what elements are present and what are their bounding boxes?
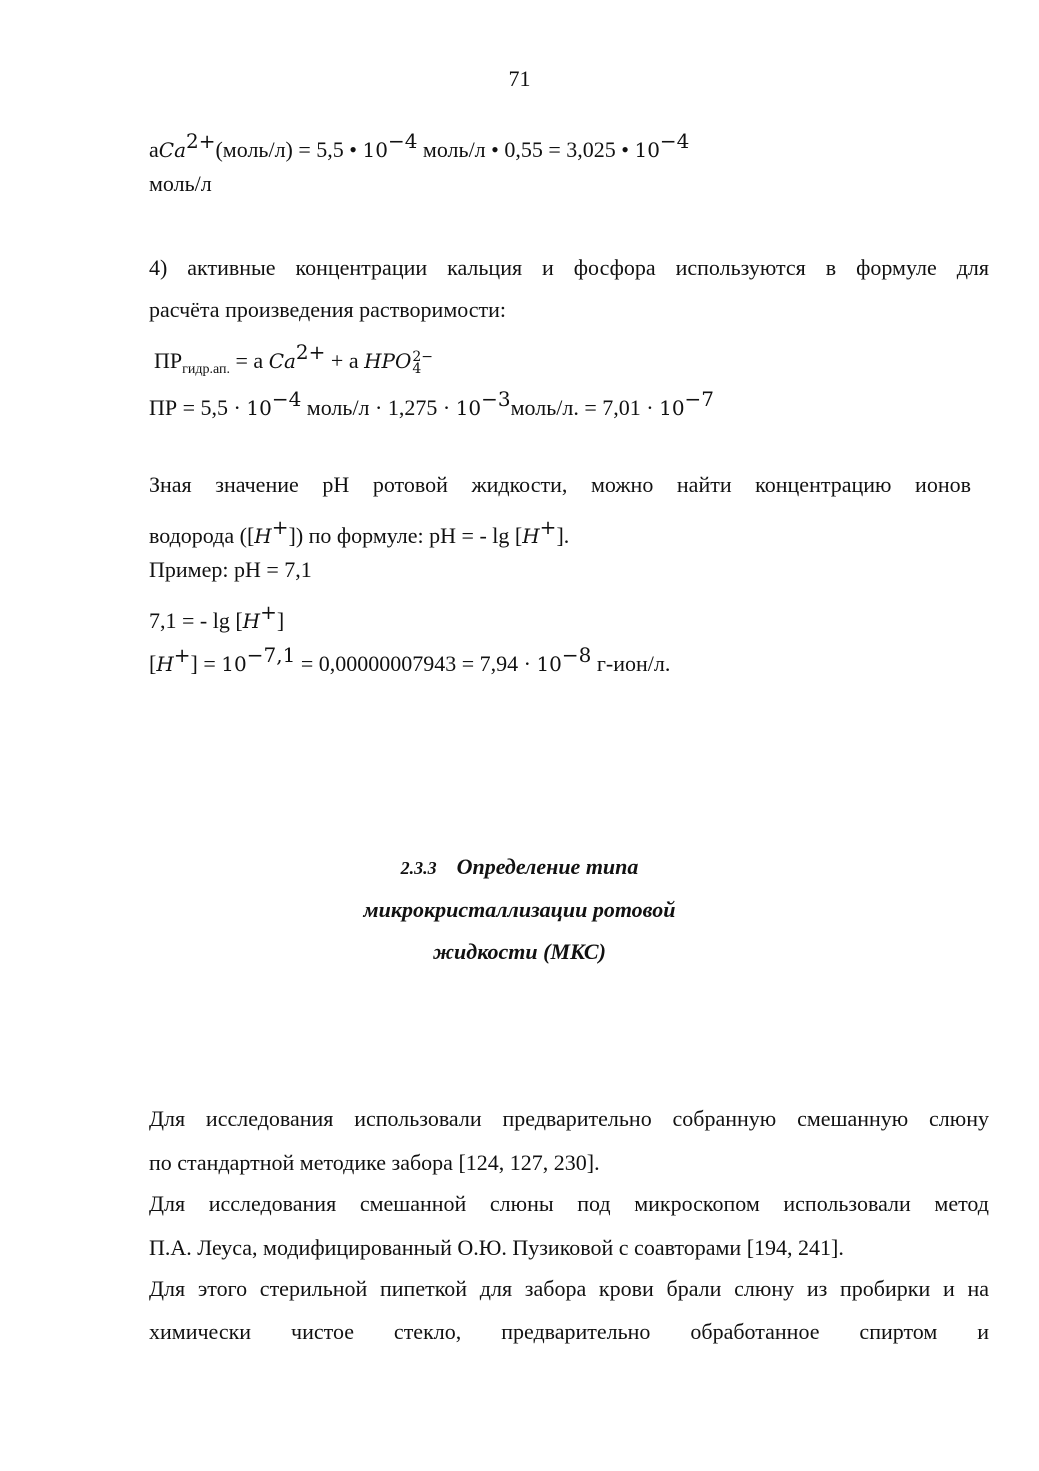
pr-formula: $ПР_{гидр.ап.} = a$ $Ca^{2+} + a$ HPO 2− 4 <box>154 340 434 377</box>
ph-paragraph-line-1: Зная значение рН ротовой жидкости, можно найти концентрацию ионов <box>149 472 971 497</box>
example-line-1: Пример: pH = 7,1 <box>149 557 312 582</box>
body-line-6: химически чистое стекло, предварительно обработанное спиртом и <box>149 1319 989 1344</box>
body-line-2: по стандартной методике забора [124, 127, 230]. <box>149 1150 600 1175</box>
body-line-1: Для исследования использовали предварительно собранную смешанную слюну <box>149 1106 989 1131</box>
body-line-4: П.А. Леуса, модифицированный О.Ю. Пузиковой с соавторами [194, 241]. <box>149 1235 844 1260</box>
ph-paragraph-line-2: водорода ([H+]) по формуле: pH = - lg [H+]. <box>149 515 570 548</box>
section-number: 2.3.3 <box>400 858 437 878</box>
paragraph-4-line-1: 4) активные концентрации кальция и фосфора используются в формуле для <box>149 255 989 280</box>
ca-activity-unit: моль/л <box>149 171 212 196</box>
section-heading-line-3: жидкости (МКС) <box>433 939 606 964</box>
page-number: 71 <box>508 66 531 91</box>
pr-calculation: ПР = $5,5 \cdot 10^{-4}$ моль/л · $1,275 \cdot 10^{-3}моль/л$. = $7,01 \cdot 10^{-7}$ <box>149 387 715 420</box>
section-heading-line-2: микрокристаллизации ротовой <box>363 897 676 922</box>
body-line-3: Для исследования смешанной слюны под микроскопом использовали метод <box>149 1191 989 1216</box>
example-line-3: $[H^+] = 10^{-7,1} = 0,00000007943 = 7,94 \cdot 10^{-8}$ г-ион/л. <box>149 643 671 676</box>
section-heading-line-1: 2.3.3 Определение типа <box>400 854 639 879</box>
paragraph-4-line-2: расчёта произведения растворимости: <box>149 297 507 322</box>
ca-activity-formula: aCa$^{2+}$(моль/л) = 5,5 • $10^{-4}$ моль/л • 0,55 = 3,025 • $10^{-4}$ <box>149 129 690 162</box>
body-line-5: Для этого стерильной пипеткой для забора крови брали слюну из пробирки и на <box>149 1276 989 1301</box>
example-line-2: 7,1 = - lg [H+] <box>149 600 285 633</box>
